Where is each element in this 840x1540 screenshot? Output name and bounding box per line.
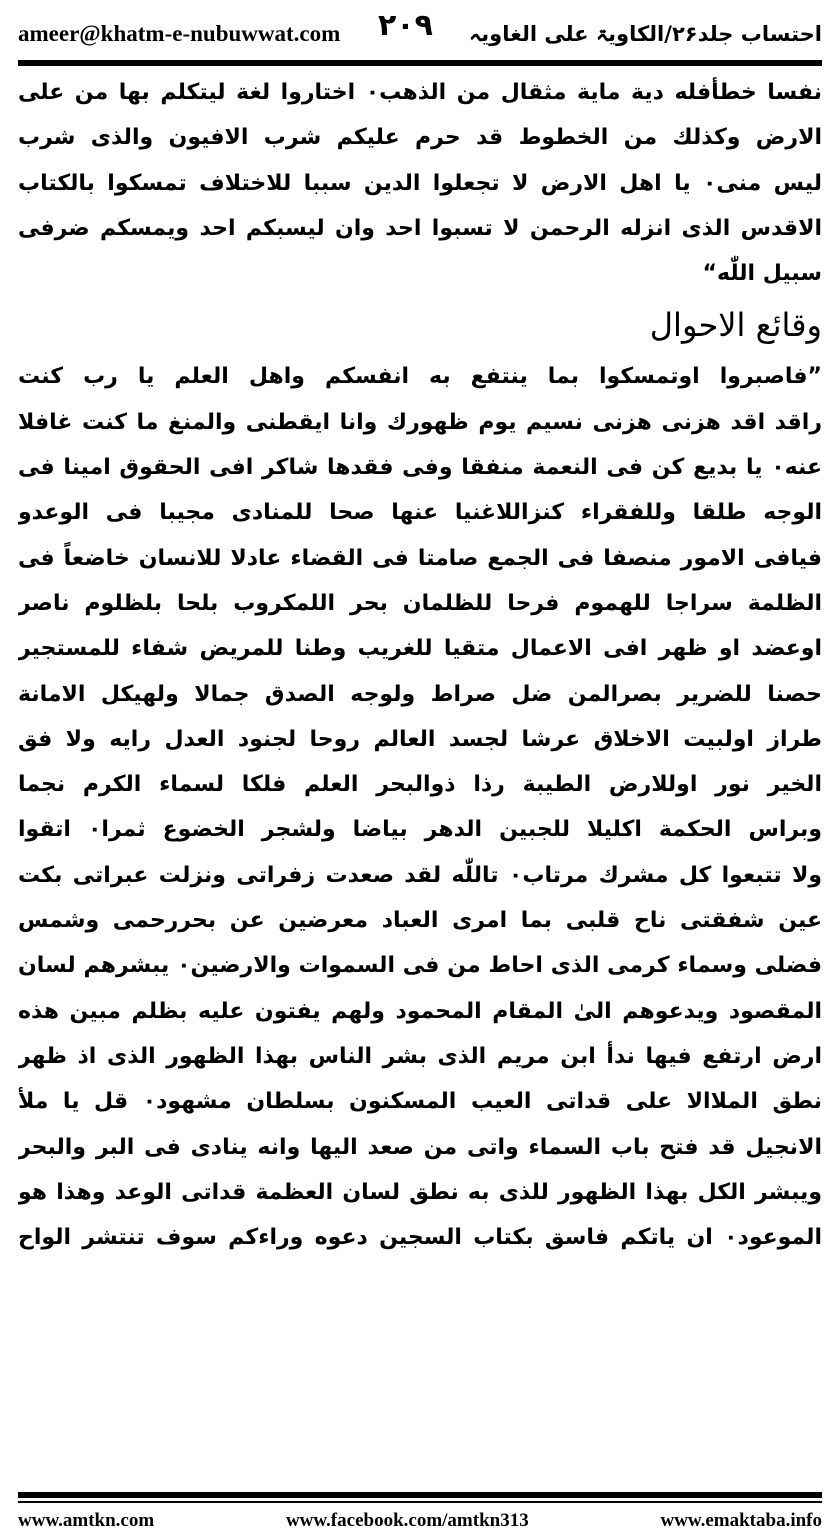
text-line: اوعضد او ظهر افى الاعمال متقيا للغريب وطنا للمريض شفاء للمستجير [18,636,822,662]
text-line: ولا تتبعوا كل مشرك مرتاب۰ تاللّٰه لقد صعدت زفراتى ونزلت عبراتى بكت [18,862,822,888]
text-line: عنه۰ يا بديع كن فى النعمة منفقا وفى فقدها شاكر افى الحقوق امينا فى [18,455,822,481]
text-line: الوجه طلقا وللفقراء كنزاللاغنيا عنها صحا للمنادى مجيبا فى الوعدو [18,500,822,526]
footer-divider [18,1492,822,1498]
header-divider [18,60,822,66]
text-line: الظلمة سراجا للهموم فرحا للظلمان بحر اللمكروب بلحا بلظلوم ناصر [18,590,822,616]
text-line: طراز اولبيت الاخلاق عرشا لجسد العالم روحا لجنود العدل رايه ولا فق [18,726,822,752]
text-line: ارض ارتفع فيها ندأ ابن مريم الذى بشر الناس بهذا الظهور الذى اذ ظهر [18,1043,822,1069]
header-email: ameer@khatm-e-nubuwwat.com [18,21,341,46]
text-line: حصنا للضرير بصرالمن ضل صراط ولوجه الصدق جمالا ولهيكل الامانة [18,681,822,707]
text-line: راقد اقد هزنى هزنى نسيم يوم ظهورك وانا ايقطنى والمنغ ما كنت غافلا [18,409,822,435]
text-line: الموعود۰ ان ياتكم فاسق بكتاب السجين دعوه وراءكم سوف تنتشر الواح [18,1225,822,1251]
text-line: وبراس الحكمة اكليلا للجبين الدهر بياضا ولشجر الخضوع ثمرا۰ اتقوا [18,817,822,843]
text-line: ”فاصبروا اوتمسكوا بما ينتفع به انفسكم واهل العلم يا رب كنت [18,364,822,390]
text-line: الارض وكذلك من الخطوط قد حرم عليكم شرب الافيون والذى شرب [18,125,822,151]
text-line: ليس منى۰ يا اهل الارض لا تجعلوا الدين سببا للاختلاف تمسكوا بالكتاب [18,170,822,196]
footer-link-facebook[interactable]: www.facebook.com/amtkn313 [285,1510,529,1531]
text-line: المقصود ويدعوهم الىٰ المقام المحمود ولهم يفتون عليه بظلم مبين هذه [18,998,822,1024]
text-line: عين شفقتى ناح قلبى بما امرى العباد معرضين عن بحررحمى وشمس [18,908,822,934]
page-footer [18,1506,822,1536]
page-body [18,70,822,1260]
text-line: نفسا خطأفله دية ماية مثقال من الذهب۰ اختاروا لغة ليتكلم بها من على [18,80,822,105]
text-line: الخير نور اوللارض الطيبة رذا ذوالبحر العلم فلكا لسماء الكرم نجما [18,772,822,798]
text-line: نطق الملاالا على قداتى العيب المسكنون بسلطان مشهود۰ قل يا ملأ [18,1089,822,1115]
section-heading: وقائع الاحوال [649,306,822,345]
text-line: سبيل اللّٰه“ [702,261,822,287]
text-line: ويبشر الكل بهذا الظهور للذى به نطق لسان العظمة قداتى الوعد وهذا هو [18,1179,822,1205]
page-header [18,8,822,60]
footer-divider-thin [18,1501,822,1503]
text-line: فضلى وسماء كرمى الذى احاط من فى السموات والارضين۰ يبشرهم لسان [18,953,822,979]
footer-link-emaktaba[interactable]: www.emaktaba.info [660,1510,822,1531]
text-line: الاقدس الذى انزله الرحمن لا تسبوا احد وان ليسبكم احد ويمسكم ضرفى [18,215,822,241]
text-line: الانجيل قد فتح باب السماء واتى من صعد اليها وانه ينادى فى البر والبحر [18,1134,822,1160]
book-title: احتساب جلد۲۶/الکاویۃ علی الغاویہ [468,22,822,46]
footer-link-amtkn[interactable]: www.amtkn.com [18,1510,155,1531]
text-line: فيافى الامور منصفا فى الجمع صامتا فى القضاء عادلا للانسان خاضعاً فى [18,545,822,571]
page-number: ۲۰۹ [378,8,433,43]
